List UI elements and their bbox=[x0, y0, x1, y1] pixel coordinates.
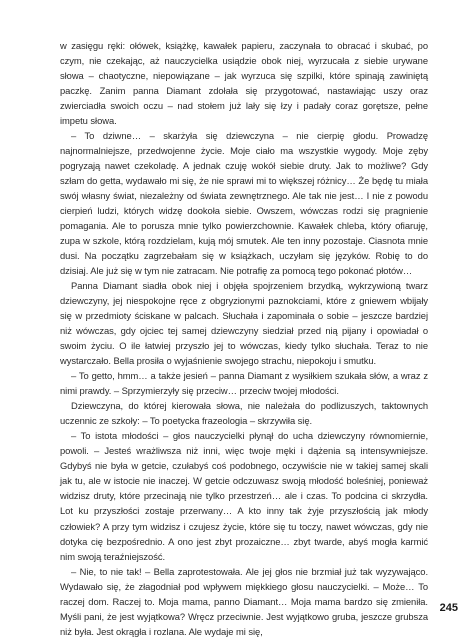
page-number: 245 bbox=[439, 602, 458, 614]
paragraph: w zasięgu ręki: ołówek, książkę, kawałek papieru, zaczynała to obracać i skubać, po czym, nie czekając, aż nauczycielka usiądzie obok niej, wyrzucała z siebie urywane słowa – chaotyczne, niepowiązane – jak wyrzuca się szpilki, które spinają zawiniętą paczkę. Zanim panna Diamant zdołała się przygotować, nastawiając uszy oraz zwierciadła swoich oczu – nad stołem już lały się łzy i padały coraz gorętsze, pełne impetu słowa. bbox=[60, 40, 428, 127]
paragraph: – To getto, hmm… a także jesień – panna Diamant z wysiłkiem szukała słów, a wraz z nimi prawdy. – Sprzymierzyły się przeciw… przeciw twojej młodości. bbox=[60, 370, 428, 397]
paragraph: – To istota młodości – głos nauczycielki płynął do ucha dziewczyny równomiernie, powoli. – Jesteś wrażliwsza niż inni, więc twoje męki i dążenia są intensywniejsze. Gdybyś nie była w getcie, czułabyś coś podobnego, oczywiście nie w takiej samej skali jak tu, ale w istocie nie inaczej. W getcie odczuwasz swoją młodość boleśniej, ponieważ widzisz druty, które przecinają nie tylko przestrzeń… ale i czas. To podcina ci skrzydła. Lot ku przyszłości zostaje przerwany… A kto inny tak żyje przyszłością jak młody człowiek? A przy tym widzisz i czujesz życie, które się tu toczy, nawet wówczas, gdy nie dotyka cię bezpośrednio. A ono jest zbyt prozaiczne… zbyt twarde, abyś mogła karmić nim swoją teraźniejszość. bbox=[60, 430, 428, 562]
paragraph: – Nie, to nie tak! – Bella zaprotestowała. Ale jej głos nie brzmiał już tak wyzywająco. Wydawało się, że złagodniał pod wpływem miękkiego głosu nauczycielki. – Może… To raczej dom. Raczej to. Moja mama, panno Diamant… Moja mama bardzo się zmieniła. Myśli pani, że jest wyjątkowa? Wręcz przeciwnie. Jest wyjątkowo gruba, jeszcze grubsza niż była. Jest okrągła i rozlana. Ale wydaje mi się, bbox=[60, 565, 428, 637]
paragraph: – To dziwne… – skarżyła się dziewczyna – nie cierpię głodu. Prowadzę najnormalniejsze, przedwojenne życie. Moje ciało ma wszystkie wygody. Moje zęby pogryzają nawet czekoladę. A jednak czuję wokół siebie druty. Jak to możliwe? Gdy szłam do getta, wydawało mi się, że nie sprawi mi to większej różnicy… Że będę tu miała swój własny świat, niezależny od świata zewnętrznego. Ale tak nie jest… I nie z powodu cierpień ludzi, których widzę dookoła siebie. Owszem, wówczas rodzi się pragnienie pomagania. Ale to porusza mnie tylko powierzchownie. Kawałek chleba, który ofiaruję, zupa w szkole, którą rozdzielam, kują mój smutek. Ale ten inny pozostaje. Ciasnota mnie dusi. Na początku zagrzebałam się w książkach, uczyłam się języków. Robię to do dzisiaj. Ale już się w tym nie zatracam. Nie potrafię za pomocą tego pokonać płotów… bbox=[60, 130, 428, 277]
paragraph: Panna Diamant siadła obok niej i objęła spojrzeniem brzydką, wykrzywioną twarz dziewczyny, jej niespokojne ręce z obgryzionymi paznokciami, które z gniewem wbijały się w przedmioty ściskane w palcach. Słuchała i zapominała o sobie – jeszcze bardziej niż wówczas, gdy ojciec tej samej dziewczyny siedział przed nią pijany i opowiadał o swoim życiu. O ile łatwiej przyszło jej to wówczas, kiedy tylko słuchała. Teraz to nie wystarczało. Bella prosiła o wyjaśnienie swojego strachu, niepokoju i smutku. bbox=[60, 280, 428, 367]
paragraph: Dziewczyna, do której kierowała słowa, nie należała do podlizuszych, taktownych uczennic ze szkoły: – To poetycka frazeologia – skrzywiła się. bbox=[60, 400, 428, 427]
body-text bbox=[60, 38, 428, 639]
